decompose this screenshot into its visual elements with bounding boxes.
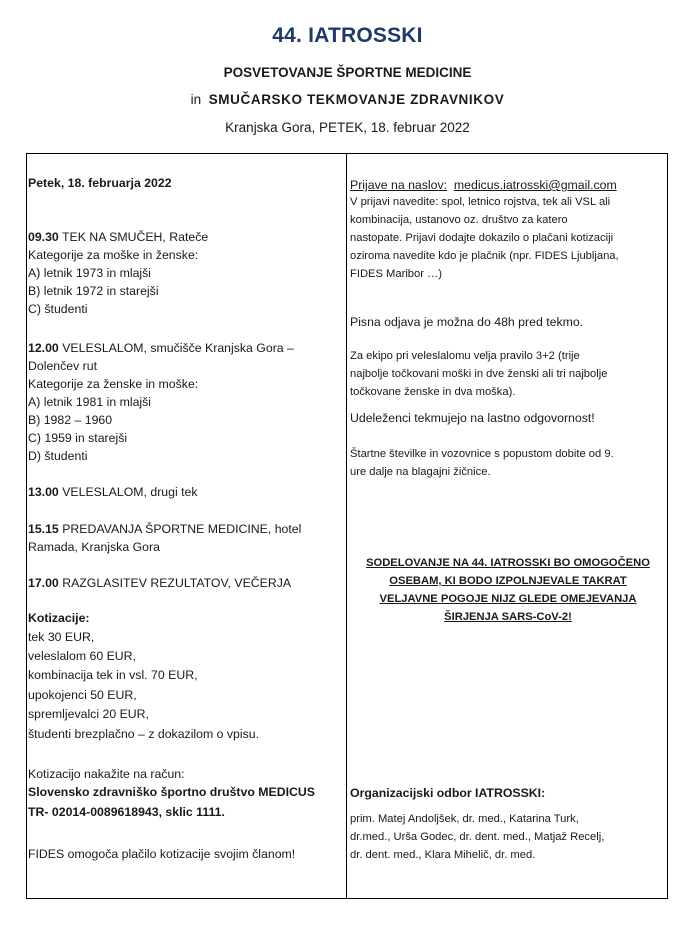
team-rule: Za ekipo pri veleslalomu velja pravilo 3+2 (trije [350,350,580,362]
payment-intro: Kotizacijo nakažite na račun: [28,767,185,781]
event-location: Ramada, Kranjska Gora [28,540,160,554]
subtitle-conference: POSVETOVANJE ŠPORTNE MEDICINE [223,65,472,80]
event-lectures [28,520,301,538]
committee-members: prim. Matej Andoljšek, dr. med., Katarina Turk, [350,813,579,825]
event-title: PREDAVANJA ŠPORTNE MEDICINE, hotel [58,522,302,536]
fees-heading: Kotizacije: [28,611,90,625]
category-item: B) letnik 1972 in starejši [28,284,159,298]
signup-instructions: kombinacija, ustanovo oz. društvo za katero [350,214,568,226]
fee-item: upokojenci 50 EUR, [28,688,137,702]
signup-label: Prijave na naslov: [350,178,448,192]
event-title: TEK NA SMUČEH, Rateče [58,230,209,244]
responsibility-note: Udeleženci tekmujejo na lastno odgovornost! [350,411,595,425]
covid-notice: VELJAVNE POGOJE NIJZ GLEDE OMEJEVANJA [379,593,637,605]
fee-item: spremljevalci 20 EUR, [28,707,149,721]
event-time: 17.00 [28,576,59,590]
category-item: D) študenti [28,449,88,463]
payment-account-holder: Slovensko zdravniško športno društvo MEDICUS [28,785,315,799]
event-title: RAZGLASITEV REZULTATOV, VEČERJA [58,576,292,590]
subtitle-competition [0,92,695,107]
category-item: B) 1982 – 1960 [28,413,113,427]
committee-heading: Organizacijski odbor IATROSSKI: [350,786,546,800]
date-heading: Petek, 18. februarja 2022 [28,176,172,190]
subtitle-location-date: Kranjska Gora, PETEK, 18. februar 2022 [225,120,470,135]
signup-instructions: V prijavi navedite: spol, letnico rojstva, tek ali VSL ali [350,196,611,208]
committee-members: dr. dent. med., Klara Mihelič, dr. med. [350,849,536,861]
signup-address [350,176,617,194]
event-title: VELESLALOM, drugi tek [58,485,198,499]
event-location: Dolenčev rut [28,359,98,373]
column-divider [346,153,347,899]
subtitle-competition-name: SMUČARSKO TEKMOVANJE ZDRAVNIKOV [208,92,505,107]
event-title: VELESLALOM, smučišče Kranjska Gora – [58,341,294,355]
categories-intro: Kategorije za ženske in moške: [28,377,199,391]
event-time: 13.00 [28,485,59,499]
page-title: 44. IATROSSKI [272,24,423,47]
event-veleslalom [28,339,294,357]
covid-notice: OSEBAM, KI BODO IZPOLNJEVALE TAKRAT [389,575,627,587]
committee-members: dr.med., Urša Godec, dr. dent. med., Matjaž Recelj, [350,831,605,843]
cancellation-note: Pisna odjava je možna do 48h pred tekmo. [350,315,584,329]
payment-account-number: TR- 02014-0089618943, sklic 1111. [28,805,225,819]
category-item: C) študenti [28,302,88,316]
fee-item: študenti brezplačno – z dokazilom o vpisu. [28,727,260,741]
covid-notice: ŠIRJENJA SARS-CoV-2! [444,611,572,623]
tickets-note: ure dalje na blagajni žičnice. [350,466,491,478]
event-time: 12.00 [28,341,59,355]
signup-instructions: nastopate. Prijavi dodajte dokazilo o plačani kotizaciji [350,232,614,244]
signup-email-link[interactable]: medicus.iatrosski@gmail.com [453,178,617,192]
team-rule: točkovane ženske in dva moška). [350,386,516,398]
signup-instructions: FIDES Maribor …) [350,268,442,280]
subtitle-prefix: in [190,92,202,107]
team-rule: najbolje točkovani moški in dve ženski ali tri najbolje [350,368,608,380]
event-time: 09.30 [28,230,59,244]
event-time: 15.15 [28,522,59,536]
category-item: A) letnik 1973 in mlajši [28,266,152,280]
categories-intro: Kategorije za moške in ženske: [28,248,199,262]
fides-note: FIDES omogoča plačilo kotizacije svojim članom! [28,847,296,861]
category-item: C) 1959 in starejši [28,431,128,445]
tickets-note: Štartne številke in vozovnice s popustom dobite od 9. [350,448,614,460]
fee-item: kombinacija tek in vsl. 70 EUR, [28,668,198,682]
event-second-run [28,483,198,501]
event-tek [28,228,208,246]
category-item: A) letnik 1981 in mlajši [28,395,152,409]
fee-item: veleslalom 60 EUR, [28,649,136,663]
fee-item: tek 30 EUR, [28,630,95,644]
event-results [28,574,291,592]
signup-instructions: oziroma navedite kdo je plačnik (npr. FIDES Ljubljana, [350,250,619,262]
covid-notice: SODELOVANJE NA 44. IATROSSKI BO OMOGOČENO [366,557,650,569]
